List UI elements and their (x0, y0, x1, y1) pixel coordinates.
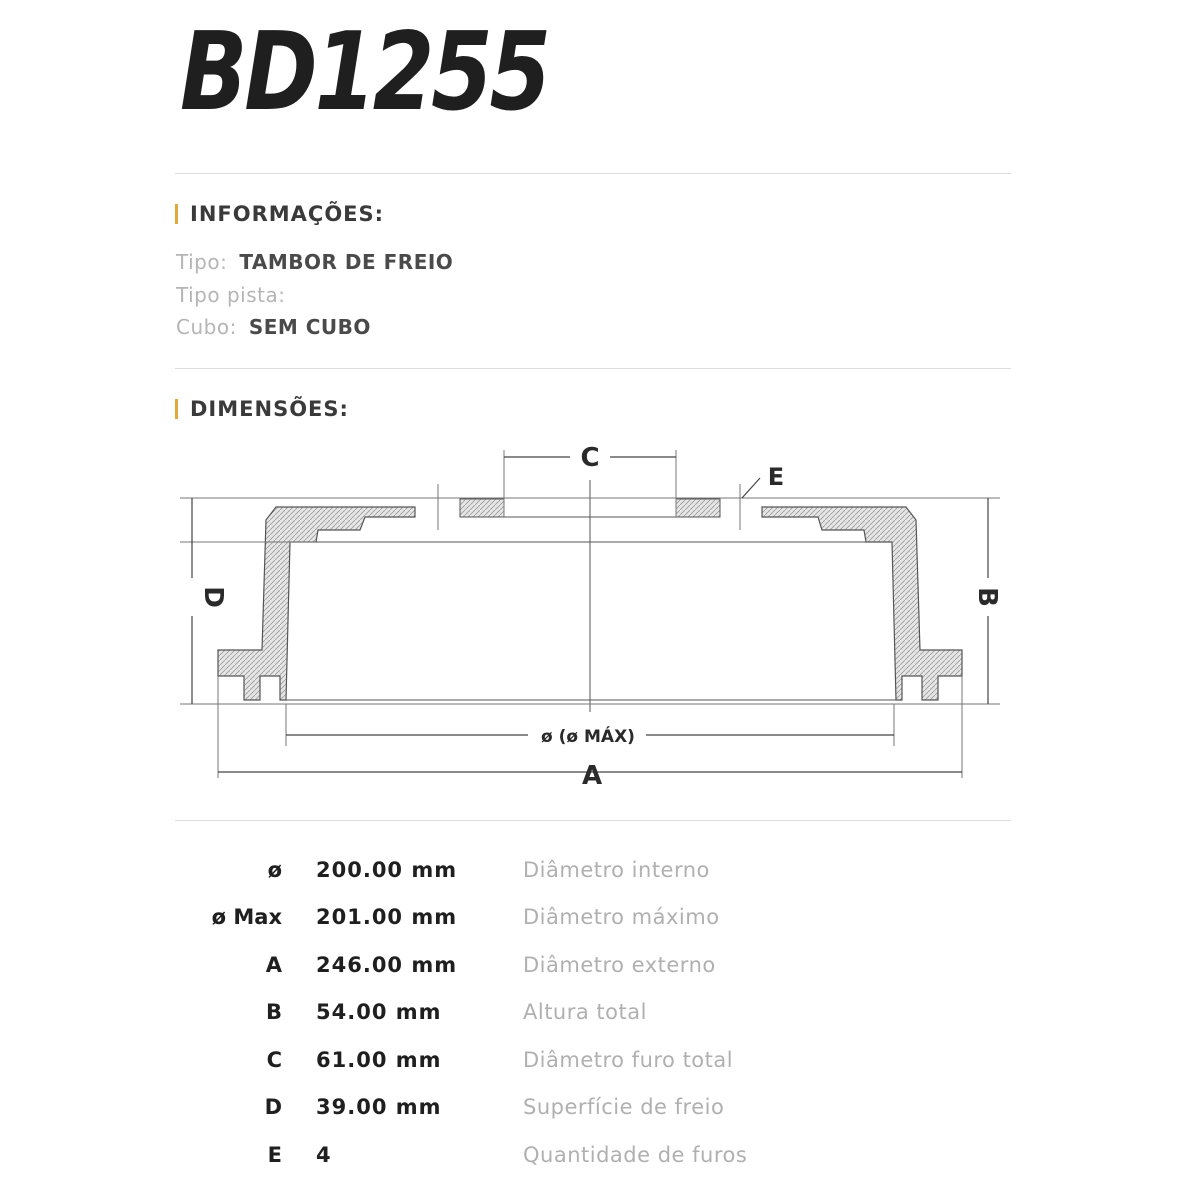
dimension-value: 200.00 mm (316, 858, 458, 882)
dimension-value: 39.00 mm (316, 1095, 442, 1119)
accent-bar (175, 204, 178, 224)
dimension-row (0, 1143, 1200, 1183)
info-row-cubo (176, 315, 371, 339)
dimension-key: C (266, 1048, 282, 1072)
dimension-row (0, 953, 1200, 993)
info-row-tipo (176, 250, 453, 274)
dimension-value: 61.00 mm (316, 1048, 442, 1072)
divider (175, 368, 1011, 369)
dimension-desc: Diâmetro máximo (523, 905, 720, 929)
dimension-desc: Quantidade de furos (523, 1143, 748, 1167)
dimension-desc: Diâmetro externo (523, 953, 716, 977)
info-heading (175, 202, 384, 226)
c-label: C (580, 443, 600, 473)
dimension-desc: Altura total (523, 1000, 647, 1024)
dimension-key: ø Max (211, 905, 282, 929)
dimension-desc: Superfície de freio (523, 1095, 725, 1119)
e-leader (742, 478, 760, 498)
e-label: E (767, 463, 785, 491)
dimension-row (0, 1095, 1200, 1135)
info-label: Cubo: (176, 315, 237, 339)
info-label: Tipo: (176, 250, 228, 274)
dimension-key: E (267, 1143, 282, 1167)
dimension-key: D (264, 1095, 282, 1119)
diameter-label: ø (ø MÁX) (541, 727, 635, 747)
drum-section-left (218, 507, 415, 700)
dimension-value: 4 (316, 1143, 332, 1167)
divider (175, 820, 1011, 821)
dimension-key: B (265, 1000, 282, 1024)
dimension-row (0, 1048, 1200, 1088)
info-value: TAMBOR DE FREIO (239, 250, 454, 274)
dimension-value: 201.00 mm (316, 905, 458, 929)
drum-section-right (762, 507, 962, 700)
drum-hub-left (460, 499, 504, 517)
product-code: BD1255 (180, 10, 548, 135)
dimensions-heading (175, 397, 349, 421)
dimension-row (0, 905, 1200, 945)
dimension-row (0, 1000, 1200, 1040)
info-label: Tipo pista: (176, 283, 286, 307)
dimension-value: 246.00 mm (316, 953, 458, 977)
dimension-desc: Diâmetro interno (523, 858, 710, 882)
divider (175, 173, 1011, 174)
dimension-desc: Diâmetro furo total (523, 1048, 734, 1072)
info-value: SEM CUBO (248, 315, 371, 339)
b-label: B (972, 587, 1002, 607)
drum-hub-right (676, 499, 720, 517)
brake-drum-diagram (0, 430, 1200, 810)
d-label: D (198, 586, 228, 608)
info-heading-text: INFORMAÇÕES: (190, 202, 385, 226)
dimension-row (0, 858, 1200, 898)
dimension-value: 54.00 mm (316, 1000, 442, 1024)
info-row-tipo-pista (176, 283, 297, 307)
a-label: A (581, 761, 603, 791)
dimension-key: ø (267, 858, 282, 882)
dimensions-heading-text: DIMENSÕES: (190, 397, 349, 421)
accent-bar (175, 399, 178, 419)
dimension-key: A (265, 953, 282, 977)
